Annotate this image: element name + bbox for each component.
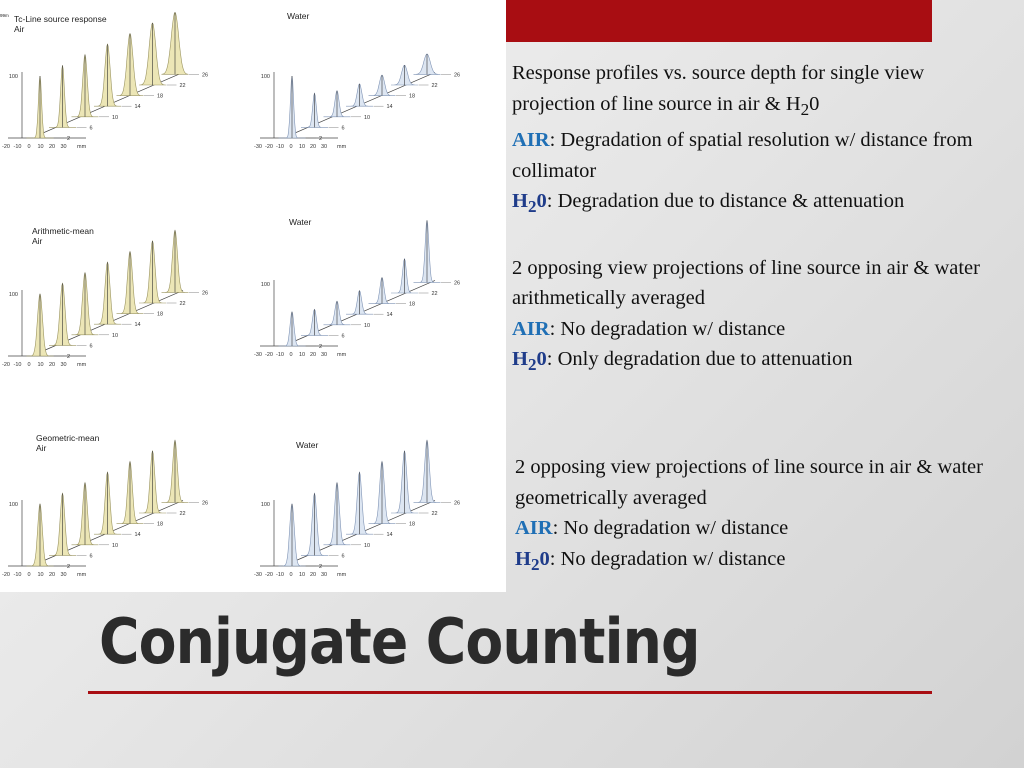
depth-label: 2 [67,564,71,570]
depth-label: 14 [386,312,393,319]
x-tick-label: 20 [48,144,56,150]
x-unit-label: mm [77,572,87,578]
x-tick-label: -10 [276,144,284,150]
air-label: AIR [512,129,550,152]
x-tick-label: 0 [27,144,31,150]
h2o-note-text: : Only degradation due to attenuation [546,348,853,371]
panel-title: Arithmetic-mean [32,226,94,236]
x-unit-label: mm [77,362,87,368]
depth-label: 2 [67,354,71,360]
depth-label: 14 [134,322,141,329]
x-tick-label: 30 [320,352,328,358]
x-tick-label: 0 [289,144,293,150]
x-tick-label: 20 [48,572,56,578]
y-tick-label: 100 [260,74,270,80]
response-profile-plots [0,0,506,592]
x-tick-label: -10 [276,572,284,578]
x-tick-label: 10 [298,352,306,358]
panel-title: Tc-Line source response [14,14,107,24]
depth-label: 18 [409,301,416,308]
air-label: AIR [512,317,550,340]
x-tick-label: 10 [37,362,44,368]
x-tick-label: 20 [309,144,317,150]
x-unit-label: mm [337,572,347,578]
depth-label: 22 [179,301,186,307]
single-view-intro-subscript: 2 [800,99,810,119]
x-tick-label: 20 [309,352,317,358]
depth-label: 22 [431,83,438,89]
panel-title: Geometric-mean [36,433,100,443]
panel-subtitle: Air [32,236,43,246]
x-tick-label: 20 [309,572,317,578]
x-unit-label: mm [337,352,347,358]
single-view-air-note [512,125,1012,186]
panel-subtitle: Air [14,24,25,34]
depth-label: 14 [386,532,393,539]
x-tick-label: 0 [27,572,31,578]
x-tick-label: 10 [37,144,44,150]
title-underline [88,691,932,694]
x-tick-label: -20 [265,352,273,358]
depth-label: 6 [341,333,345,340]
depth-label: 26 [454,500,461,507]
depth-label: 2 [67,136,71,142]
depth-label: 2 [319,136,323,142]
depth-label: 10 [364,542,371,549]
depth-label: 6 [341,125,345,132]
title-accent-bar [506,0,932,42]
depth-label: 22 [431,291,438,297]
air-note-text: : Degradation of spatial resolution w/ distance from collimator [512,129,973,182]
x-tick-label: -20 [2,362,10,368]
x-tick-label: -10 [276,352,284,358]
depth-label: 18 [157,311,164,318]
y-tick-label: 100 [260,502,270,508]
x-tick-label: 30 [60,572,67,578]
h2o-label: $H_20$ [512,190,547,217]
x-tick-label: 30 [60,362,67,368]
depth-label: 6 [89,343,93,350]
depth-label: 26 [454,72,461,79]
depth-label: 22 [431,511,438,517]
depth-label: 18 [157,93,164,100]
x-tick-label: -30 [254,144,262,150]
depth-label: 26 [454,280,461,287]
depth-label: 10 [112,542,119,549]
description-block-2 [515,452,1015,580]
x-tick-label: -10 [13,362,22,368]
x-tick-label: -20 [2,572,10,578]
x-tick-label: 0 [27,362,31,368]
x-tick-label: 30 [60,144,67,150]
depth-label: 18 [157,521,164,528]
x-tick-label: -10 [13,144,22,150]
depth-label: 22 [179,511,186,517]
isotope-superscript: 99m [0,13,9,18]
depth-label: 18 [409,93,416,100]
y-tick-label: 100 [8,292,18,298]
x-tick-label: 10 [298,144,306,150]
x-tick-label: -20 [265,572,273,578]
h2o-label: $H_20$ [515,547,550,574]
x-tick-label: -20 [265,144,273,150]
single-view-intro-end: 0 [809,92,820,115]
x-tick-label: 30 [320,144,328,150]
depth-label: 18 [409,521,416,528]
x-tick-label: 10 [37,572,44,578]
x-tick-label: 30 [320,572,328,578]
depth-label: 10 [364,114,371,121]
y-tick-label: 100 [8,502,18,508]
depth-label: 10 [112,332,119,339]
depth-label: 26 [202,500,209,507]
depth-label: 6 [89,125,93,132]
depth-label: 10 [112,114,119,121]
geometric-water-note [515,544,1015,581]
panel-title: Water [296,440,319,450]
panel-title: Water [287,11,310,21]
arithmetic-water-note [512,344,1012,381]
description-block-1 [512,58,1012,381]
panel-title: Water [289,217,312,227]
x-unit-label: mm [77,144,87,150]
h2o-note-text: : Degradation due to distance & attenuation [546,190,905,213]
geometric-mean-description: 2 opposing view projections of line source in air & water geometrically averaged [515,456,983,509]
depth-label: 2 [319,344,323,350]
depth-label: 14 [134,532,141,539]
depth-label: 26 [202,290,209,297]
x-tick-label: -30 [254,352,262,358]
arithmetic-air-note [512,314,1012,345]
depth-label: 10 [364,322,371,329]
x-tick-label: -20 [2,144,10,150]
x-tick-label: -10 [13,572,22,578]
depth-label: 2 [319,564,323,570]
depth-label: 6 [341,553,345,560]
single-view-intro: Response profiles vs. source depth for single view projection of line source in air & H [512,62,925,115]
depth-label: 14 [386,104,393,111]
depth-label: 6 [89,553,93,560]
depth-label: 26 [202,72,209,79]
y-tick-label: 100 [260,282,270,288]
h2o-note-text: : No degradation w/ distance [549,547,786,570]
y-tick-label: 100 [8,74,18,80]
geometric-air-note [515,513,1015,544]
air-note-text: : No degradation w/ distance [549,317,786,340]
x-tick-label: -30 [254,572,262,578]
h2o-label: $H_20$ [512,348,547,375]
x-tick-label: 0 [289,572,293,578]
single-view-description [512,58,1012,125]
panel-subtitle: Air [36,443,47,453]
x-tick-label: 20 [48,362,56,368]
slide-title: Conjugate Counting [99,605,700,678]
x-tick-label: 10 [298,572,306,578]
air-note-text: : No degradation w/ distance [552,517,789,539]
response-profile-figure [0,0,506,592]
depth-label: 14 [134,104,141,111]
arithmetic-mean-description: 2 opposing view projections of line source in air & water arithmetically averaged [512,256,980,310]
depth-label: 22 [179,83,186,89]
air-label: AIR [515,517,553,539]
single-view-water-note [512,186,1012,223]
x-unit-label: mm [337,144,347,150]
x-tick-label: 0 [289,352,293,358]
